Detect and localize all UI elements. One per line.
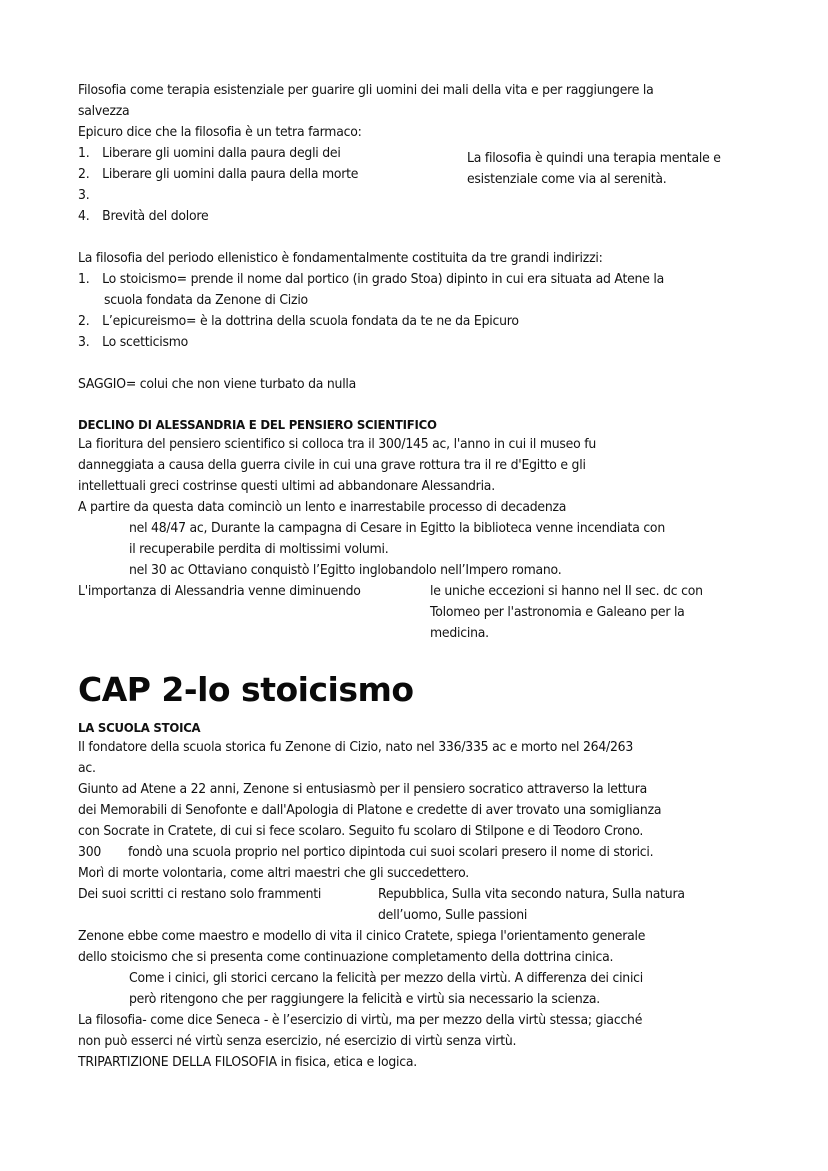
paragraph-line: Dei suoi scritti ci restano solo frammenti <box>78 887 322 902</box>
paragraph-line: con Socrate in Cratete, di cui si fece scolaro. Seguito fu scolaro di Stilpone e di Teodoro Crono. <box>78 824 644 839</box>
list-number: 3. <box>78 188 90 203</box>
section-heading: DECLINO DI ALESSANDRIA E DEL PENSIERO SCIENTIFICO <box>78 417 437 432</box>
list-text: Liberare gli uomini dalla paura della morte <box>102 167 359 182</box>
list-text: Lo stoicismo= prende il nome dal portico (in grado Stoa) dipinto in cui era situata ad Atene la <box>102 272 664 287</box>
side-note: La filosofia è quindi una terapia mentale e <box>467 151 721 166</box>
opere-line: dell’uomo, Sulle passioni <box>378 908 528 923</box>
indented-line: nel 30 ac Ottaviano conquistò l’Egitto inglobandolo nell’Impero romano. <box>129 563 562 578</box>
paragraph-line: TRIPARTIZIONE DELLA FILOSOFIA in fisica, etica e logica. <box>78 1055 418 1070</box>
paragraph-line: Giunto ad Atene a 22 anni, Zenone si entusiasmò per il pensiero socratico attraverso la lettura <box>78 782 647 797</box>
paragraph-line: fondò una scuola proprio nel portico dipintoda cui suoi scolari presero il nome di storici. <box>128 845 654 860</box>
indented-line: il recuperabile perdita di moltissimi volumi. <box>129 542 389 557</box>
list-number: 3. <box>78 335 90 350</box>
list-item <box>78 164 358 185</box>
eccezioni-line: Tolomeo per l'astronomia e Galeano per la <box>430 605 685 620</box>
year-label: 300 <box>78 845 102 860</box>
list-text: L’epicureismo= è la dottrina della scuola fondata da te ne da Epicuro <box>102 314 519 329</box>
paragraph-line: Zenone ebbe come maestro e modello di vita il cinico Cratete, spiega l'orientamento generale <box>78 929 646 944</box>
intro-line: salvezza <box>78 104 130 119</box>
list-item <box>78 332 188 353</box>
indented-line: però ritengono che per raggiungere la felicità e virtù sia necessario la scienza. <box>129 992 601 1007</box>
paragraph-line: danneggiata a causa della guerra civile in cui una grave rottura tra il re d'Egitto e gli <box>78 458 586 473</box>
paragraph-line: non può esserci né virtù senza esercizio, né esercizio di virtù senza virtù. <box>78 1034 517 1049</box>
list-item <box>78 311 519 332</box>
epicuro-line: Epicuro dice che la filosofia è un tetra farmaco: <box>78 125 362 140</box>
intro-line: Filosofia come terapia esistenziale per guarire gli uomini dei mali della vita e per raggiungere la <box>78 83 654 98</box>
paragraph-line: intellettuali greci costrinse questi ultimi ad abbandonare Alessandria. <box>78 479 495 494</box>
importanza-line: L'importanza di Alessandria venne diminuendo <box>78 584 361 599</box>
opere-line: Repubblica, Sulla vita secondo natura, Sulla natura <box>378 887 685 902</box>
section-heading: LA SCUOLA STOICA <box>78 720 201 735</box>
list-item <box>78 269 664 290</box>
paragraph-line: Il fondatore della scuola storica fu Zenone di Cizio, nato nel 336/335 ac e morto nel 264/263 <box>78 740 634 755</box>
paragraph-line: Morì di morte volontaria, come altri maestri che gli succedettero. <box>78 866 470 881</box>
list-number: 2. <box>78 314 90 329</box>
paragraph-line: A partire da questa data cominciò un lento e inarrestabile processo di decadenza <box>78 500 567 515</box>
list-text: Lo scetticismo <box>102 335 189 350</box>
indented-line: Come i cinici, gli storici cercano la felicità per mezzo della virtù. A differenza dei cinici <box>129 971 644 986</box>
paragraph-line: dei Memorabili di Senofonte e dall'Apologia di Platone e credette di aver trovato una somiglianza <box>78 803 662 818</box>
saggio-definition: SAGGIO= colui che non viene turbato da nulla <box>78 377 357 392</box>
paragraph-line: dello stoicismo che si presenta come continuazione completamento della dottrina cinica. <box>78 950 614 965</box>
list-number: 4. <box>78 209 90 224</box>
paragraph-line: ac. <box>78 761 96 776</box>
paragraph-line: La fioritura del pensiero scientifico si colloca tra il 300/145 ac, l'anno in cui il museo fu <box>78 437 597 452</box>
list-text-continued: scuola fondata da Zenone di Cizio <box>104 293 308 308</box>
list-text: Brevità del dolore <box>102 209 209 224</box>
paragraph-line: La filosofia- come dice Seneca - è l’esercizio di virtù, ma per mezzo della virtù stessa; giacché <box>78 1013 643 1028</box>
list-item <box>78 206 208 227</box>
paragraph-line: La filosofia del periodo ellenistico è fondamentalmente costituita da tre grandi indirizzi: <box>78 251 603 266</box>
indented-line: nel 48/47 ac, Durante la campagna di Cesare in Egitto la biblioteca venne incendiata con <box>129 521 665 536</box>
side-note: esistenziale come via al serenità. <box>467 172 667 187</box>
list-item <box>78 185 102 206</box>
list-text: Liberare gli uomini dalla paura degli dei <box>102 146 341 161</box>
chapter-title: CAP 2-lo stoicismo <box>78 670 414 709</box>
eccezioni-line: le uniche eccezioni si hanno nel II sec. dc con <box>430 584 703 599</box>
list-number: 2. <box>78 167 90 182</box>
list-number: 1. <box>78 272 90 287</box>
eccezioni-line: medicina. <box>430 626 489 641</box>
list-number: 1. <box>78 146 90 161</box>
list-item <box>78 143 341 164</box>
